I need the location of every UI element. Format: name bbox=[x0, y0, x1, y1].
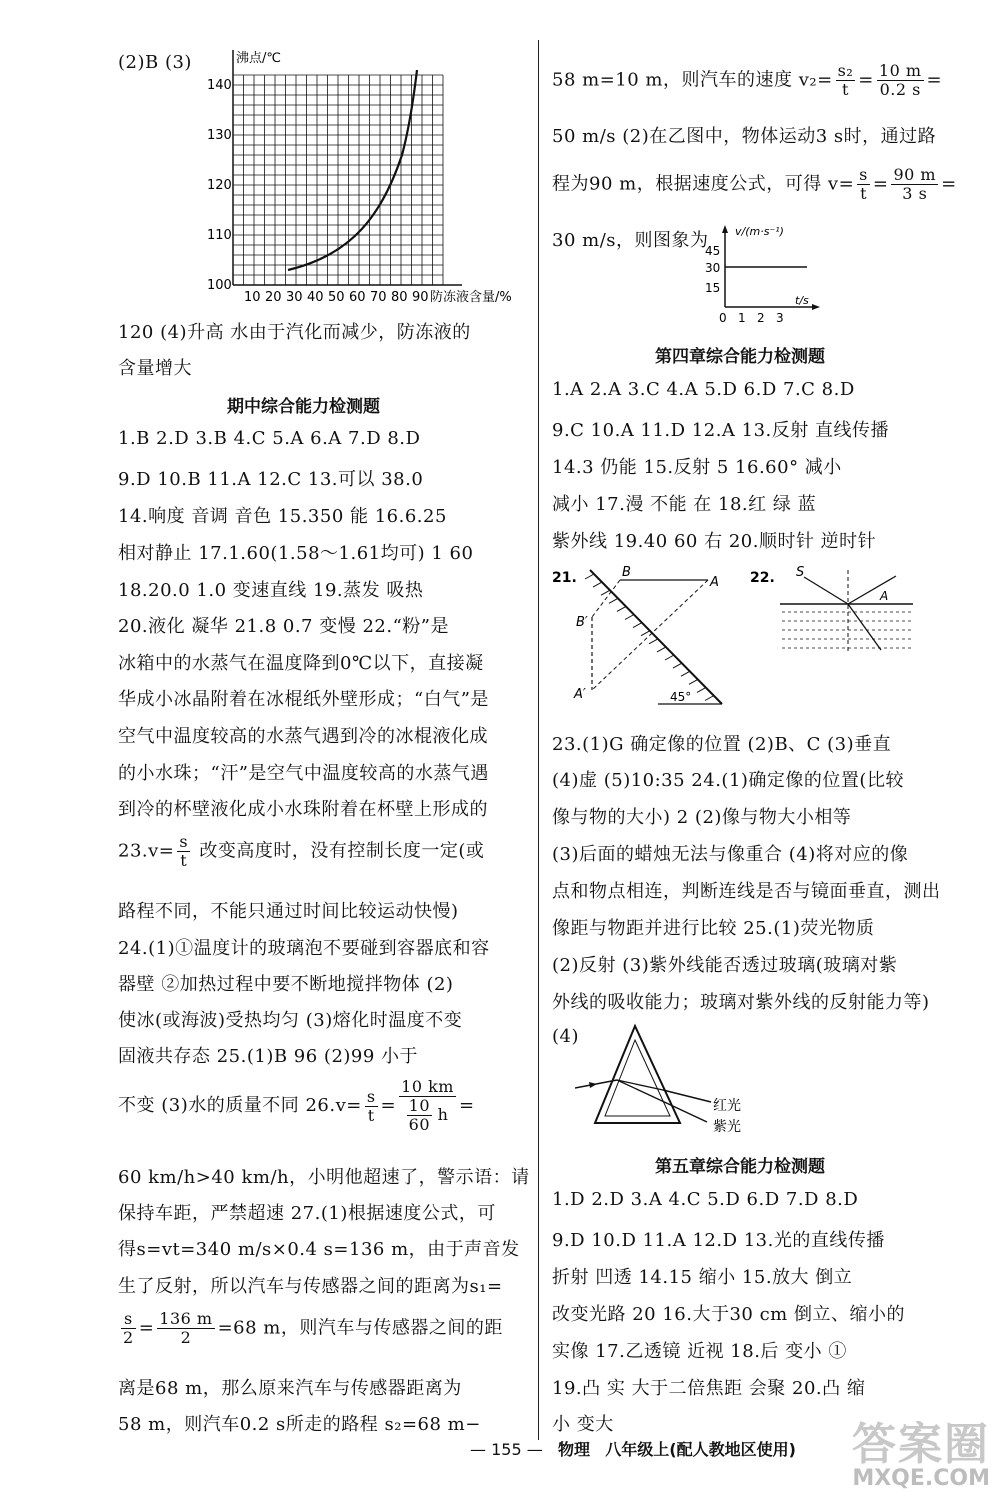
answer-line: 像距与物距并进行比较 25.(1)荧光物质 bbox=[552, 918, 875, 939]
x-tick: 80 bbox=[391, 290, 408, 305]
answer-line: 58 m，则汽车0.2 s所走的路程 s₂=68 m− bbox=[118, 1414, 481, 1435]
formula-text: 不变 (3)水的质量不同 26.v= bbox=[118, 1095, 362, 1116]
formula-text: = bbox=[138, 1317, 155, 1339]
answer-line: 14.3 仍能 15.反射 5 16.60° 减小 bbox=[552, 457, 842, 478]
x-tick: 2 bbox=[757, 311, 765, 325]
x-tick: 70 bbox=[370, 290, 387, 305]
answer-line: 9.D 10.D 11.A 12.D 13.光的直线传播 bbox=[552, 1230, 885, 1251]
answer-line: 小 变大 bbox=[552, 1414, 614, 1435]
y-tick: 45 bbox=[705, 244, 721, 258]
answer-line: 保持车距，严禁超速 27.(1)根据速度公式，可 bbox=[118, 1203, 496, 1224]
hatch-mark bbox=[609, 598, 618, 603]
numerator: s₂ bbox=[837, 61, 854, 80]
denominator: t bbox=[860, 184, 867, 203]
hatch-mark bbox=[657, 647, 666, 652]
formula-text: 改变高度时，没有控制长度一定(或 bbox=[193, 840, 485, 862]
answer-line: 华成小冰晶附着在冰棍纸外壁形成；“白气”是 bbox=[118, 689, 489, 710]
subject-label: 物理 bbox=[557, 1440, 590, 1459]
hatch-mark bbox=[641, 631, 650, 636]
reflected-ray bbox=[848, 576, 896, 604]
figure-number: 21. bbox=[552, 570, 577, 586]
answer-line: 空气中温度较高的水蒸气遇到冷的冰棍液化成 bbox=[118, 726, 488, 747]
x-arrow bbox=[812, 304, 820, 310]
numerator: s bbox=[366, 1086, 376, 1106]
answer-line: 18.20.0 1.0 变速直线 19.蒸发 吸热 bbox=[118, 580, 424, 601]
hatch-mark bbox=[689, 679, 698, 684]
formula-text: = bbox=[380, 1095, 397, 1116]
section-title: 期中综合能力检测题 bbox=[227, 397, 380, 417]
numerator: s bbox=[121, 1310, 136, 1329]
point-label: A bbox=[710, 575, 719, 590]
x-tick: 60 bbox=[349, 290, 366, 305]
answer-line: 30 m/s，则图象为 bbox=[552, 230, 709, 251]
answer-line: (2)B (3) bbox=[118, 52, 192, 73]
hatch-mark bbox=[593, 582, 602, 587]
answer-line: 减小 17.漫 不能 在 18.红 绿 蓝 bbox=[552, 494, 817, 515]
y-axis-label: 沸点/℃ bbox=[236, 51, 281, 66]
formula-text: =68 m，则汽车与传感器之间的距 bbox=[217, 1317, 503, 1339]
x-tick: 90 bbox=[412, 290, 429, 305]
hatch-mark bbox=[633, 623, 642, 628]
answer-line-formula bbox=[118, 833, 484, 870]
grade-label: 八年级上(配人教地区使用) bbox=[605, 1440, 796, 1459]
answer-line: 1.A 2.A 3.C 4.A 5.D 6.D 7.C 8.D bbox=[552, 379, 855, 400]
answer-line: 19.凸 实 大于二倍焦距 会聚 20.凸 缩 bbox=[552, 1378, 866, 1399]
point-label: B bbox=[622, 565, 631, 580]
denominator: 60 bbox=[408, 1115, 431, 1134]
x-tick: 40 bbox=[307, 290, 324, 305]
y-tick: 120 bbox=[207, 178, 232, 193]
answer-line: 60 km/h>40 km/h，小明他超速了，警示语：请 bbox=[118, 1167, 530, 1188]
numerator: 10 m bbox=[878, 61, 922, 80]
mirror-diagram-21 bbox=[550, 562, 735, 712]
answer-line: 得s=vt=340 m/s×0.4 s=136 m，由于声音发 bbox=[118, 1239, 520, 1260]
denominator bbox=[399, 1097, 456, 1134]
y-tick: 30 bbox=[705, 261, 721, 275]
formula-text: 23.v= bbox=[118, 840, 175, 862]
refraction-diagram-22 bbox=[748, 562, 918, 657]
x-tick: 30 bbox=[286, 290, 303, 305]
y-axis-label: v/(m·s⁻¹) bbox=[735, 225, 784, 238]
x-tick: 20 bbox=[265, 290, 282, 305]
hatch-mark bbox=[665, 655, 674, 660]
section-title: 第五章综合能力检测题 bbox=[655, 1157, 825, 1177]
fraction bbox=[836, 62, 856, 99]
point-label: S bbox=[796, 565, 805, 580]
fraction bbox=[157, 1310, 214, 1347]
denominator: t bbox=[367, 1105, 375, 1125]
point-label: A bbox=[880, 589, 889, 603]
denominator: t bbox=[180, 851, 188, 870]
y-tick: 130 bbox=[207, 128, 232, 143]
x-axis-label: t/s bbox=[795, 294, 809, 307]
answer-line: 23.(1)G 确定像的位置 (2)B、C (3)垂直 bbox=[552, 734, 892, 755]
ray-label: 红光 bbox=[713, 1098, 741, 1114]
violet-ray bbox=[660, 1100, 707, 1122]
numerator: s bbox=[859, 165, 868, 184]
answer-line: 离是68 m，那么原来汽车与传感器距离为 bbox=[118, 1378, 462, 1399]
watermark-text: 答案圈 bbox=[852, 1419, 990, 1470]
answer-line: 9.C 10.A 11.D 12.A 13.反射 直线传播 bbox=[552, 420, 889, 441]
formula-text: = bbox=[858, 69, 874, 91]
denominator: 0.2 s bbox=[879, 80, 921, 99]
answer-line: 点和物点相连，判断连线是否与镜面垂直，测出 bbox=[552, 881, 941, 902]
numerator: 136 m bbox=[159, 1309, 213, 1328]
y-tick: 110 bbox=[207, 228, 232, 243]
formula-text: = bbox=[872, 173, 889, 195]
fraction bbox=[365, 1088, 378, 1125]
hatch-mark bbox=[649, 639, 658, 644]
denominator: 2 bbox=[123, 1328, 134, 1347]
page-footer bbox=[470, 1437, 796, 1460]
answer-line: 像与物的大小) 2 (2)像与物大小相等 bbox=[552, 807, 852, 828]
answer-line: 20.液化 凝华 21.8 0.7 变慢 22.“粉”是 bbox=[118, 616, 449, 637]
answer-line: 固液共存态 25.(1)B 96 (2)99 小于 bbox=[118, 1046, 419, 1067]
x-tick: 1 bbox=[738, 311, 746, 325]
hatch-mark bbox=[585, 574, 594, 579]
velocity-time-chart bbox=[695, 222, 845, 328]
answer-line: 冰箱中的水蒸气在温度降到0℃以下，直接凝 bbox=[118, 653, 484, 674]
hatch-mark bbox=[705, 696, 714, 701]
hatch-mark bbox=[617, 606, 626, 611]
prism-diagram bbox=[575, 1018, 760, 1140]
boiling-curve bbox=[288, 70, 417, 270]
numerator: s bbox=[179, 832, 189, 851]
formula-text: = bbox=[926, 69, 943, 91]
hatch-mark bbox=[625, 615, 634, 620]
formula-text: = bbox=[458, 1095, 475, 1116]
hatch-mark bbox=[601, 590, 610, 595]
numerator: 10 km bbox=[401, 1077, 454, 1096]
page-number: — 155 — bbox=[470, 1440, 543, 1459]
x-tick: 10 bbox=[244, 290, 261, 305]
prism-inner bbox=[605, 1040, 670, 1116]
refracted-ray bbox=[848, 604, 881, 650]
angle-label: 45° bbox=[670, 690, 692, 704]
x-tick: 3 bbox=[776, 311, 784, 325]
answer-line: 1.B 2.D 3.B 4.C 5.A 6.A 7.D 8.D bbox=[118, 428, 421, 449]
answer-line: 路程不同，不能只通过时间比较运动快慢) bbox=[118, 901, 459, 922]
y-tick: 100 bbox=[207, 278, 232, 293]
answer-line: 50 m/s (2)在乙图中，物体运动3 s时，通过路 bbox=[552, 126, 937, 147]
ray-label: 紫光 bbox=[713, 1119, 741, 1135]
answer-line: 的小水珠；“汗”是空气中温度较高的水蒸气遇 bbox=[118, 763, 489, 784]
mirror-hatching bbox=[585, 574, 714, 701]
answer-line: 120 (4)升高 水由于汽化而减少，防冻液的 bbox=[118, 322, 471, 343]
y-tick: 140 bbox=[207, 78, 232, 93]
fraction bbox=[877, 62, 924, 99]
answer-line: (4) bbox=[552, 1026, 579, 1047]
formula-text: 程为90 m，根据速度公式，可得 v= bbox=[552, 173, 855, 195]
answer-line: 改变光路 20 16.大于30 cm 倒立、缩小的 bbox=[552, 1304, 905, 1325]
answer-line: 含量增大 bbox=[118, 358, 192, 379]
answer-line-formula bbox=[118, 1078, 475, 1134]
answer-line: 折射 凹透 14.15 缩小 15.放大 倒立 bbox=[552, 1267, 853, 1288]
denominator: t bbox=[842, 80, 849, 99]
answer-line: 实像 17.乙透镜 近视 18.后 变小 ① bbox=[552, 1341, 847, 1362]
ray-arrow bbox=[589, 1082, 597, 1088]
watermark-domain: MXQE.COM bbox=[852, 1466, 990, 1491]
x-tick: 50 bbox=[328, 290, 345, 305]
answer-line: (2)反射 (3)紫外线能否透过玻璃(玻璃对紫 bbox=[552, 955, 898, 976]
fraction bbox=[399, 1078, 456, 1134]
incident-ray bbox=[804, 577, 848, 604]
answer-line: 紫外线 19.40 60 右 20.顺时针 逆时针 bbox=[552, 531, 877, 552]
unit: h bbox=[437, 1105, 449, 1124]
formula-text: = bbox=[941, 173, 957, 195]
denominator: 2 bbox=[180, 1328, 192, 1347]
formula-text: 58 m=10 m，则汽车的速度 v₂= bbox=[552, 69, 833, 91]
x-tick: 0 bbox=[719, 311, 727, 325]
boiling-point-chart bbox=[112, 45, 532, 310]
answer-line: 9.D 10.B 11.A 12.C 13.可以 38.0 bbox=[118, 469, 424, 490]
nested-fraction bbox=[407, 1097, 432, 1134]
answer-line: 器壁 ②加热过程中要不断地搅拌物体 (2) bbox=[118, 974, 454, 995]
numerator: 90 m bbox=[893, 165, 937, 184]
answer-line-formula bbox=[118, 1310, 503, 1347]
answer-line: 生了反射，所以汽车与传感器之间的距离为s₁= bbox=[118, 1276, 503, 1297]
answer-line: 使冰(或海波)受热均匀 (3)熔化时温度不变 bbox=[118, 1010, 463, 1031]
figure-number: 22. bbox=[750, 570, 775, 586]
refracted-ray-violet bbox=[617, 1080, 660, 1100]
point-label: A′ bbox=[574, 687, 586, 702]
y-tick: 15 bbox=[705, 281, 721, 295]
fraction bbox=[857, 166, 870, 203]
fraction bbox=[891, 166, 938, 203]
answer-line: 相对静止 17.1.60(1.58～1.61均可) 1 60 bbox=[118, 543, 474, 564]
hatch-mark bbox=[697, 687, 706, 692]
x-axis-label: 防冻液含量/% bbox=[430, 290, 512, 305]
answer-line: 到冷的杯壁液化成小水珠附着在杯壁上形成的 bbox=[118, 799, 488, 820]
denominator: 3 s bbox=[902, 184, 928, 203]
answer-line: 24.(1)①温度计的玻璃泡不要碰到容器底和容 bbox=[118, 938, 490, 959]
answer-line: 1.D 2.D 3.A 4.C 5.D 6.D 7.D 8.D bbox=[552, 1189, 859, 1210]
hatch-mark bbox=[681, 671, 690, 676]
column-divider bbox=[538, 40, 539, 1440]
answer-line: (4)虚 (5)10:35 24.(1)确定像的位置(比较 bbox=[552, 770, 904, 791]
answer-line-formula bbox=[552, 166, 957, 203]
point-label: B′ bbox=[576, 615, 588, 630]
answer-line: 14.响度 音调 音色 15.350 能 16.6.25 bbox=[118, 506, 447, 527]
numerator: 10 bbox=[408, 1096, 431, 1115]
fraction bbox=[121, 1310, 136, 1347]
section-title: 第四章综合能力检测题 bbox=[655, 347, 825, 367]
answer-line: (3)后面的蜡烛无法与像重合 (4)将对应的像 bbox=[552, 844, 909, 865]
watermark-logo bbox=[852, 1408, 990, 1491]
answer-line-formula bbox=[552, 62, 942, 99]
fraction bbox=[177, 833, 190, 870]
y-arrow bbox=[722, 225, 728, 233]
hatch-mark bbox=[673, 663, 682, 668]
answer-line: 外线的吸收能力；玻璃对紫外线的反射能力等) bbox=[552, 992, 930, 1013]
